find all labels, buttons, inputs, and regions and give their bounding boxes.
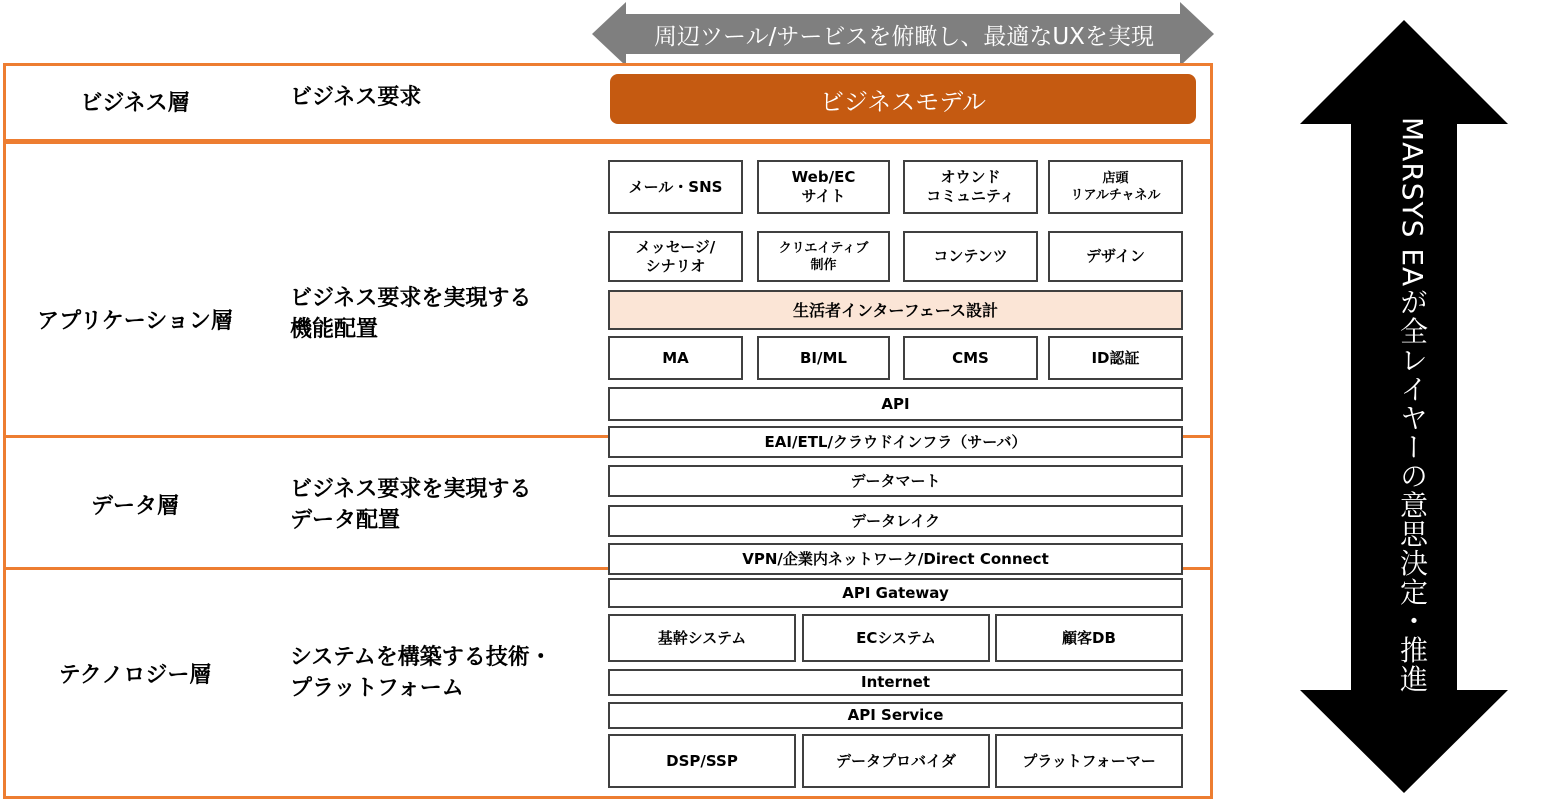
tech-system-box: ECシステム (802, 614, 990, 662)
api-box: API (608, 387, 1183, 421)
data-mart-box: データマート (608, 465, 1183, 497)
data-layer-name: データ層 (90, 494, 179, 519)
business-layer-name: ビジネス層 (80, 91, 190, 116)
business-model-bar: ビジネスモデル (610, 74, 1196, 124)
technology-layer-desc: システムを構築する技術・ プラットフォーム (290, 645, 552, 701)
api-gateway-box: API Gateway (608, 578, 1183, 608)
data-layer-desc: ビジネス要求を実現する データ配置 (290, 477, 532, 533)
app-row2-box: クリエイティブ 制作 (757, 231, 890, 282)
tech-platform-box: DSP/SSP (608, 734, 796, 788)
data-lake-box: データレイク (608, 505, 1183, 537)
tech-platform-box: データプロバイダ (802, 734, 990, 788)
app-row2-box: コンテンツ (903, 231, 1038, 282)
api-service-box: API Service (608, 702, 1183, 729)
app-row1-box: 店頭 リアルチャネル (1048, 160, 1183, 214)
tech-system-box: 基幹システム (608, 614, 796, 662)
app-row3-box: BI/ML (757, 336, 890, 380)
internet-box: Internet (608, 669, 1183, 696)
tech-system-box: 顧客DB (995, 614, 1183, 662)
application-layer-name: アプリケーション層 (37, 309, 233, 334)
application-layer-desc: ビジネス要求を実現する 機能配置 (290, 286, 532, 342)
app-row3-box: ID認証 (1048, 336, 1183, 380)
app-row3-box: MA (608, 336, 743, 380)
eai-etl-cloud-box: EAI/ETL/クラウドインフラ（サーバ） (608, 426, 1183, 458)
app-row1-box: Web/EC サイト (757, 160, 890, 214)
consumer-interface-design-box: 生活者インターフェース設計 (608, 290, 1183, 330)
business-layer-desc: ビジネス要求 (290, 85, 422, 110)
app-row2-box: デザイン (1048, 231, 1183, 282)
network-box: VPN/企業内ネットワーク/Direct Connect (608, 543, 1183, 575)
top-arrow-label: 周辺ツール/サービスを俯瞰し、最適なUXを実現 (654, 23, 1154, 50)
technology-layer-name: テクノロジー層 (58, 663, 212, 688)
app-row2-box: メッセージ/ シナリオ (608, 231, 743, 282)
app-row3-box: CMS (903, 336, 1038, 380)
tech-platform-box: プラットフォーマー (995, 734, 1183, 788)
app-row1-box: メール・SNS (608, 160, 743, 214)
side-arrow-label: MARSYS EAが全レイヤーの意思決定・推進 (1396, 116, 1429, 694)
app-row1-box: オウンド コミュニティ (903, 160, 1038, 214)
